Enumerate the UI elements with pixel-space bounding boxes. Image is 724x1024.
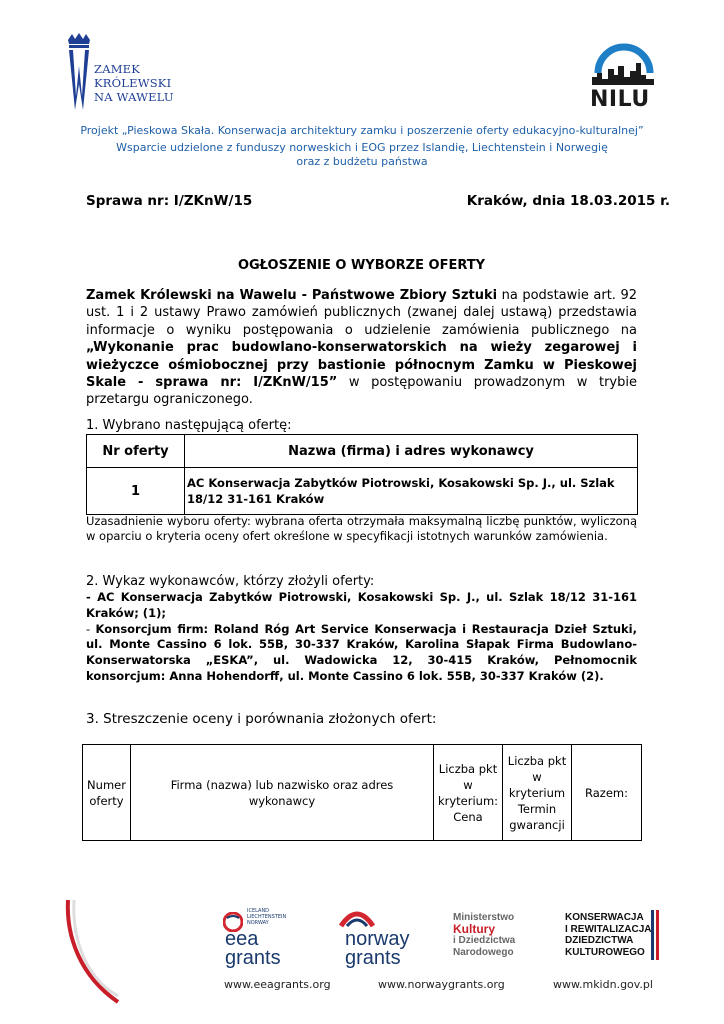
ministry-culture-logo (453, 912, 533, 968)
decorative-arc-icon (60, 896, 120, 1006)
norway-ribbon-icon (337, 908, 377, 930)
bidders-list (86, 590, 637, 685)
zamek-line-3: NA WAWELU (94, 90, 174, 104)
norway-wordmark: norway grants (345, 928, 410, 969)
ministry-line-2: Kultury (453, 921, 495, 936)
col-offer-number: Nr oferty (87, 435, 185, 468)
section-3-heading: 3. Streszczenie oceny i porównania złożonych ofert: (86, 711, 437, 727)
table-row (87, 468, 638, 515)
contractor-name-cell: AC Konserwacja Zabytków Piotrowski, Kosakowski Sp. J., ul. Szlak 18/12 31-161 Kraków (185, 468, 638, 515)
case-number: Sprawa nr: I/ZKnW/15 (86, 193, 253, 209)
program-line-3: DZIEDZICTWA (565, 935, 634, 946)
evaluation-table (82, 744, 642, 841)
section-2-heading: 2. Wykaz wykonawców, którzy złożyli oferty: (86, 574, 375, 589)
program-logo (565, 912, 665, 968)
section-1-heading: 1. Wybrano następującą ofertę: (86, 418, 292, 433)
nilu-wordmark: NILU (590, 87, 650, 112)
zamek-line-1: ZAMEK (94, 62, 141, 76)
bidder-item-2-dash: - (86, 621, 96, 636)
crown-w-icon (66, 32, 92, 112)
ministry-line-4: Narodowego (453, 946, 514, 958)
skyline-arc-icon (588, 33, 660, 89)
col-offer-number: Numer oferty (83, 745, 131, 841)
project-title-line: Projekt „Pieskowa Skała. Konserwacja architektury zamku i poszerzenie oferty edukacyjno-kulturalnej” (80, 124, 644, 137)
document-title: OGŁOSZENIE O WYBORZE OFERTY (237, 258, 486, 273)
selected-offer-table (86, 434, 638, 515)
intro-text-2: w postępowaniu prowadzonym w trybie przetargu ograniczonego. (86, 375, 637, 408)
nilu-logo (588, 33, 660, 117)
offer-number-cell: 1 (87, 468, 185, 515)
funding-note (40, 141, 684, 169)
bidder-item-1: - AC Konserwacja Zabytków Piotrowski, Kosakowski Sp. J., ul. Szlak 18/12 31-161 Kraków; (1); (86, 590, 637, 620)
tender-subject: „Wykonanie prac budowlano-konserwatorskich na wieży zegarowej i wieżyczce ośmiobocznej przy bastionie północnym Zamku w Pieskowej Skale - sprawa nr: I/ZKnW/15” (86, 340, 637, 391)
col-contractor: Firma (nazwa) lub nazwisko oraz adres wykonawcy (131, 745, 434, 841)
footer-logos (215, 904, 665, 974)
funding-line-1: Wsparcie udzielone z funduszy norweskich i EOG przez Islandię, Liechtenstein i Norwegię (116, 141, 608, 154)
intro-text-1: na podstawie art. 92 ust. 1 i 2 ustawy Prawo zamówień publicznych (zwanej dalej ustawą) przedstawia informacje o wyniku postępowania o udzielenie zamówienia publicznego na (86, 288, 637, 338)
funding-line-2: oraz z budżetu państwa (296, 155, 428, 168)
eea-wordmark: eea grants (225, 928, 281, 969)
col-warranty-points: Liczba pkt w kryterium Termin gwarancji (503, 745, 572, 841)
zamek-krolewski-logo (66, 32, 196, 114)
col-price-points: Liczba pkt w kryterium: Cena (434, 745, 503, 841)
organization-name: Zamek Królewski na Wawelu - Państwowe Zbiory Sztuki (86, 288, 498, 303)
intro-paragraph (86, 287, 637, 409)
norway-grants-logo (335, 906, 425, 972)
selection-justification: Uzasadnienie wyboru oferty: wybrana oferta otrzymała maksymalną liczbę punktów, wyliczoną w oparciu o kryteria oceny ofert określone w specyfikacji istotnych warunków zamówienia. (86, 514, 637, 543)
zamek-line-2: KRÓLEWSKI (94, 76, 172, 90)
bidder-item-2-text: Konsorcjum firm: Roland Róg Art Service Konserwacja i Restauracja Dzieł Sztuki, ul. Monte Cassino 6 lok. 55B, 30-337 Kraków, Karolina Słapak Firma Budowlano-Konserwatorska „ESKA”, ul. Wadowicka 12, 30-415 Kraków, Pełnomocnik konsorcjum: Anna Hohendorff, ul. Monte Cassino 6 lok. 55B, 30-337 Kraków (2). (86, 621, 637, 683)
bidder-item-2 (86, 622, 637, 685)
program-line-1: KONSERWACJA (565, 912, 644, 923)
ministry-url[interactable]: www.mkidn.gov.pl (553, 978, 653, 991)
ministry-line-3: i Dziedzictwa (453, 935, 516, 946)
ministry-line-1: Ministerstwo (453, 912, 515, 923)
eea-grants-logo (223, 906, 323, 972)
program-line-2: I REWITALIZACJA (565, 923, 652, 935)
program-bars-icon (651, 910, 661, 960)
norway-url[interactable]: www.norwaygrants.org (378, 978, 505, 991)
eea-countries: ICELAND LIECHTENSTEIN NORWAY (247, 908, 287, 926)
col-total: Razem: (572, 745, 642, 841)
col-contractor-name: Nazwa (firma) i adres wykonawcy (185, 435, 638, 468)
eea-url[interactable]: www.eeagrants.org (224, 978, 331, 991)
program-line-4: KULTUROWEGO (565, 946, 645, 958)
table-header-row (87, 435, 638, 468)
place-date: Kraków, dnia 18.03.2015 r. (466, 193, 670, 209)
table-header-row (83, 745, 642, 841)
